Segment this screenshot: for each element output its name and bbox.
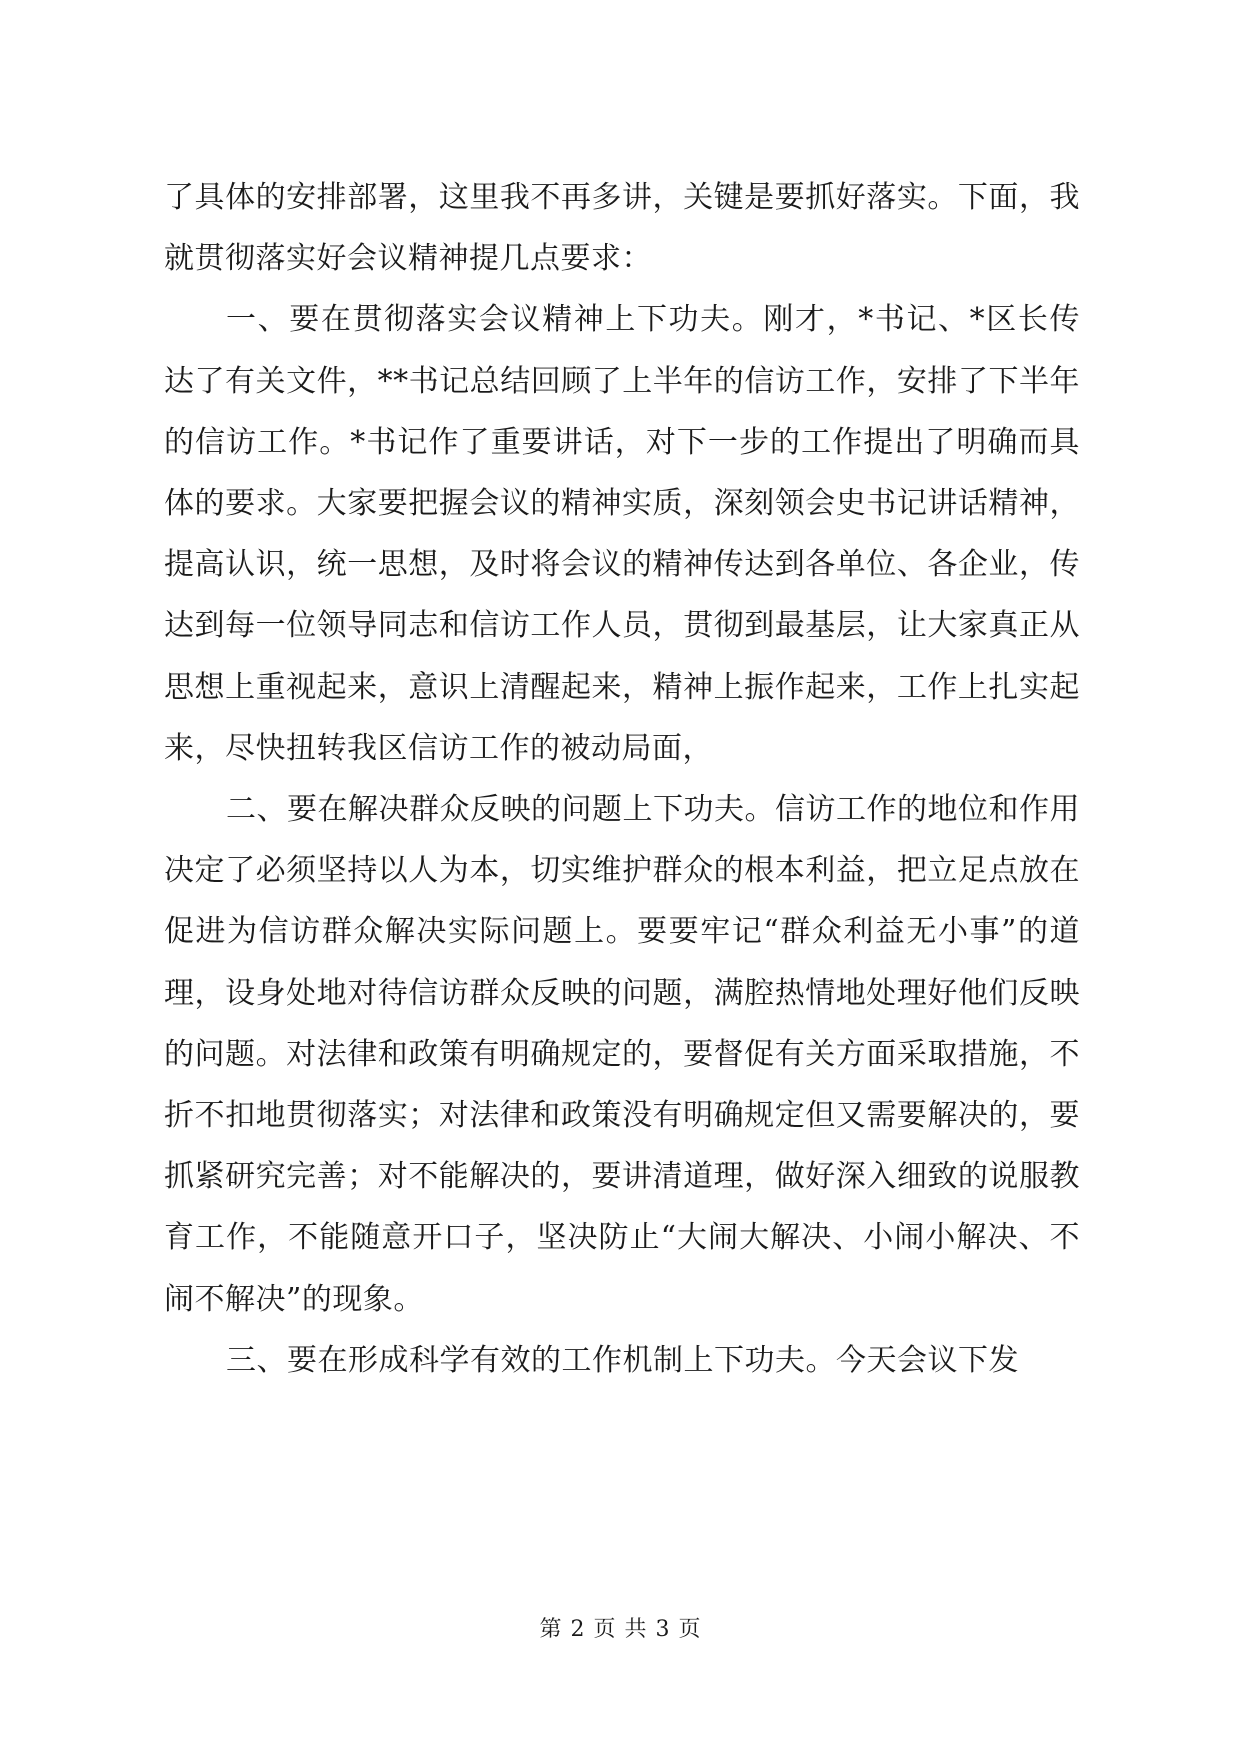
paragraph-2: 一、要在贯彻落实会议精神上下功夫。刚才，*书记、*区长传达了有关文件，**书记总结回顾了上半年的信访工作，安排了下半年的信访工作。*书记作了重要讲话，对下一步的工作提出了明确而具体的要求。大家要把握会议的精神实质，深刻领会史书记讲话精神，提高认识，统一思想，及时将会议的精神传达到各单位、各企业，传达到每一位领导同志和信访工作人员，贯彻到最基层，让大家真正从思想上重视起来，意识上清醒起来，精神上振作起来，工作上扎实起来，尽快扭转我区信访工作的被动局面， xyxy=(164,302,1080,766)
document-body xyxy=(164,167,1080,1391)
paragraph-3: 二、要在解决群众反映的问题上下功夫。信访工作的地位和作用决定了必须坚持以人为本，切实维护群众的根本利益，把立足点放在促进为信访群众解决实际问题上。要要牢记“群众利益无小事”的道理，设身处地对待信访群众反映的问题，满腔热情地处理好他们反映的问题。对法律和政策有明确规定的，要督促有关方面采取措施，不折不扣地贯彻落实；对法律和政策没有明确规定但又需要解决的，要抓紧研究完善；对不能解决的，要讲清道理，做好深入细致的说服教育工作，不能随意开口子，坚决防止“大闹大解决、小闹小解决、不闹不解决”的现象。 xyxy=(164,792,1080,1317)
page-number-footer: 第 2 页 共 3 页 xyxy=(539,1617,702,1642)
paragraph-4: 三、要在形成科学有效的工作机制上下功夫。今天会议下发 xyxy=(226,1342,1019,1378)
paragraph-1: 了具体的安排部署，这里我不再多讲，关键是要抓好落实。下面，我就贯彻落实好会议精神提几点要求： xyxy=(164,180,1080,277)
